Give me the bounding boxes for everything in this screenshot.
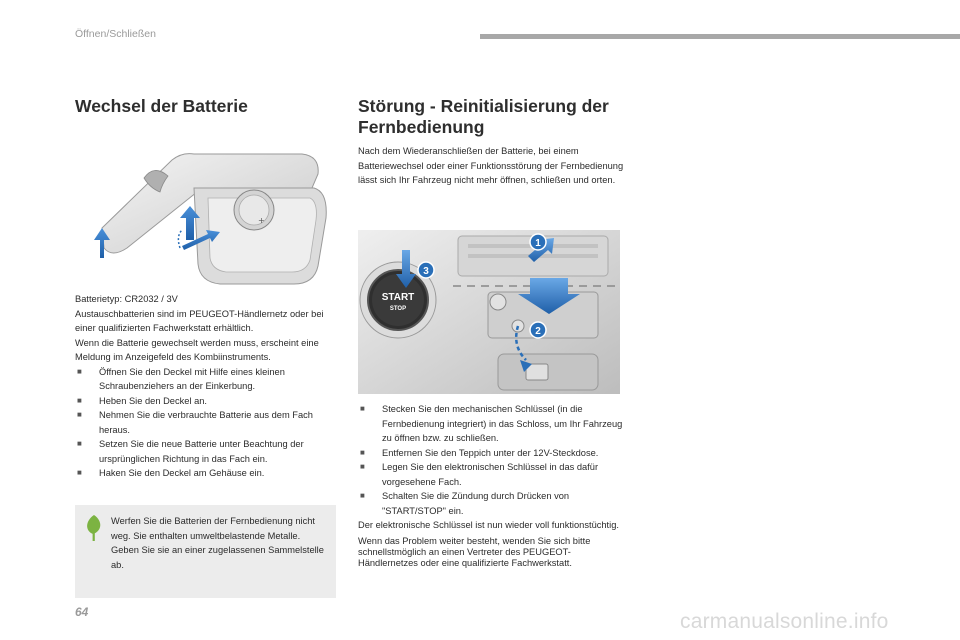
list-item: ■ Öffnen Sie den Deckel mit Hilfe eines kleinen Schraubenziehers an der Einkerbung. <box>77 366 285 391</box>
remote-reset-intro: Nach dem Wiederanschließen der Batterie, bei einem Batteriewechsel oder einer Funktionsstörung der Fernbedienung lässt sich Ihr Fahrzeug nicht mehr öffnen, schließen und orten. <box>358 146 624 185</box>
remote-reset-steps-list <box>358 402 626 518</box>
list-item: ■ Haken Sie den Deckel am Gehäuse ein. <box>75 466 343 481</box>
battery-instructions <box>75 292 343 481</box>
note-text-2: Geben Sie sie an einer zugelassenen Sammelstelle ab. <box>111 545 324 570</box>
start-label: START <box>381 292 415 303</box>
battery-steps-list <box>75 365 343 481</box>
list-item: ■ Schalten Sie die Zündung durch Drücken von "START/STOP" ein. <box>360 491 570 516</box>
marker-3: 3 <box>423 266 429 277</box>
watermark: carmanualsonline.info <box>680 610 889 633</box>
bullet-icon: ■ <box>360 404 365 413</box>
note-text-1: Werfen Sie die Batterien der Fernbedienung nicht weg. Sie enthalten umweltbelastende Metalle. <box>111 516 315 541</box>
eco-leaf-icon <box>83 513 105 543</box>
marker-1: 1 <box>535 238 541 249</box>
remote-restored-text: Der elektronische Schlüssel ist nun wieder voll funktionstüchtig. <box>358 520 619 530</box>
battery-change-title: Wechsel der Batterie <box>75 96 248 116</box>
list-item: ■ Nehmen Sie die verbrauchte Batterie aus dem Fach heraus. <box>77 410 313 435</box>
list-item: ■ Entfernen Sie den Teppich unter der 12V-Steckdose. <box>358 446 626 461</box>
list-item: ■ Stecken Sie den mechanischen Schlüssel (in die Fernbedienung integriert) in das Schloss, um Ihr Fahrzeug zu öffnen bzw. zu schließen. <box>360 404 623 443</box>
remote-contact-text: Wenn das Problem weiter besteht, wenden Sie sich bitte schnellstmöglich an einen Vertreter des PEUGEOT-Händlernetzes oder eine qualifizierte Fachwerkstatt. <box>358 535 591 568</box>
page-number: 64 <box>75 605 89 619</box>
header-bar <box>480 34 960 39</box>
bullet-icon: ■ <box>77 439 82 448</box>
bullet-icon: ■ <box>77 395 82 405</box>
bullet-icon: ■ <box>360 491 365 500</box>
section-label: Öffnen/Schließen <box>75 28 156 40</box>
battery-message: Wenn die Batterie gewechselt werden muss, erscheint eine Meldung im Anzeigefeld des Kombiinstruments. <box>75 337 319 362</box>
remote-reset-title: Störung - Reinitialisierung der Fernbedienung <box>358 96 609 137</box>
environment-note <box>75 505 336 598</box>
list-item: ■ Heben Sie den Deckel an. <box>75 394 343 409</box>
bullet-icon: ■ <box>77 410 82 419</box>
bullet-icon: ■ <box>77 468 82 477</box>
stop-label: STOP <box>389 306 407 312</box>
bullet-icon: ■ <box>360 447 365 457</box>
start-stop-console-illustration <box>358 230 620 394</box>
list-item: ■ Setzen Sie die neue Batterie unter Beachtung der ursprünglichen Richtung in das Fach ein. <box>77 439 304 464</box>
battery-availability: Austauschbatterien sind im PEUGEOT-Händlernetz oder bei einer qualifizierten Fachwerkstatt erhältlich. <box>75 308 324 333</box>
key-battery-illustration <box>82 148 332 296</box>
bullet-icon: ■ <box>360 462 365 471</box>
remote-reset-instructions <box>358 402 626 569</box>
marker-2: 2 <box>535 326 541 337</box>
bullet-icon: ■ <box>77 366 82 376</box>
svg-text:+: + <box>258 216 265 225</box>
list-item: ■ Legen Sie den elektronischen Schlüssel in das dafür vorgesehene Fach. <box>360 462 599 487</box>
battery-type: Batterietyp: CR2032 / 3V <box>75 294 178 304</box>
